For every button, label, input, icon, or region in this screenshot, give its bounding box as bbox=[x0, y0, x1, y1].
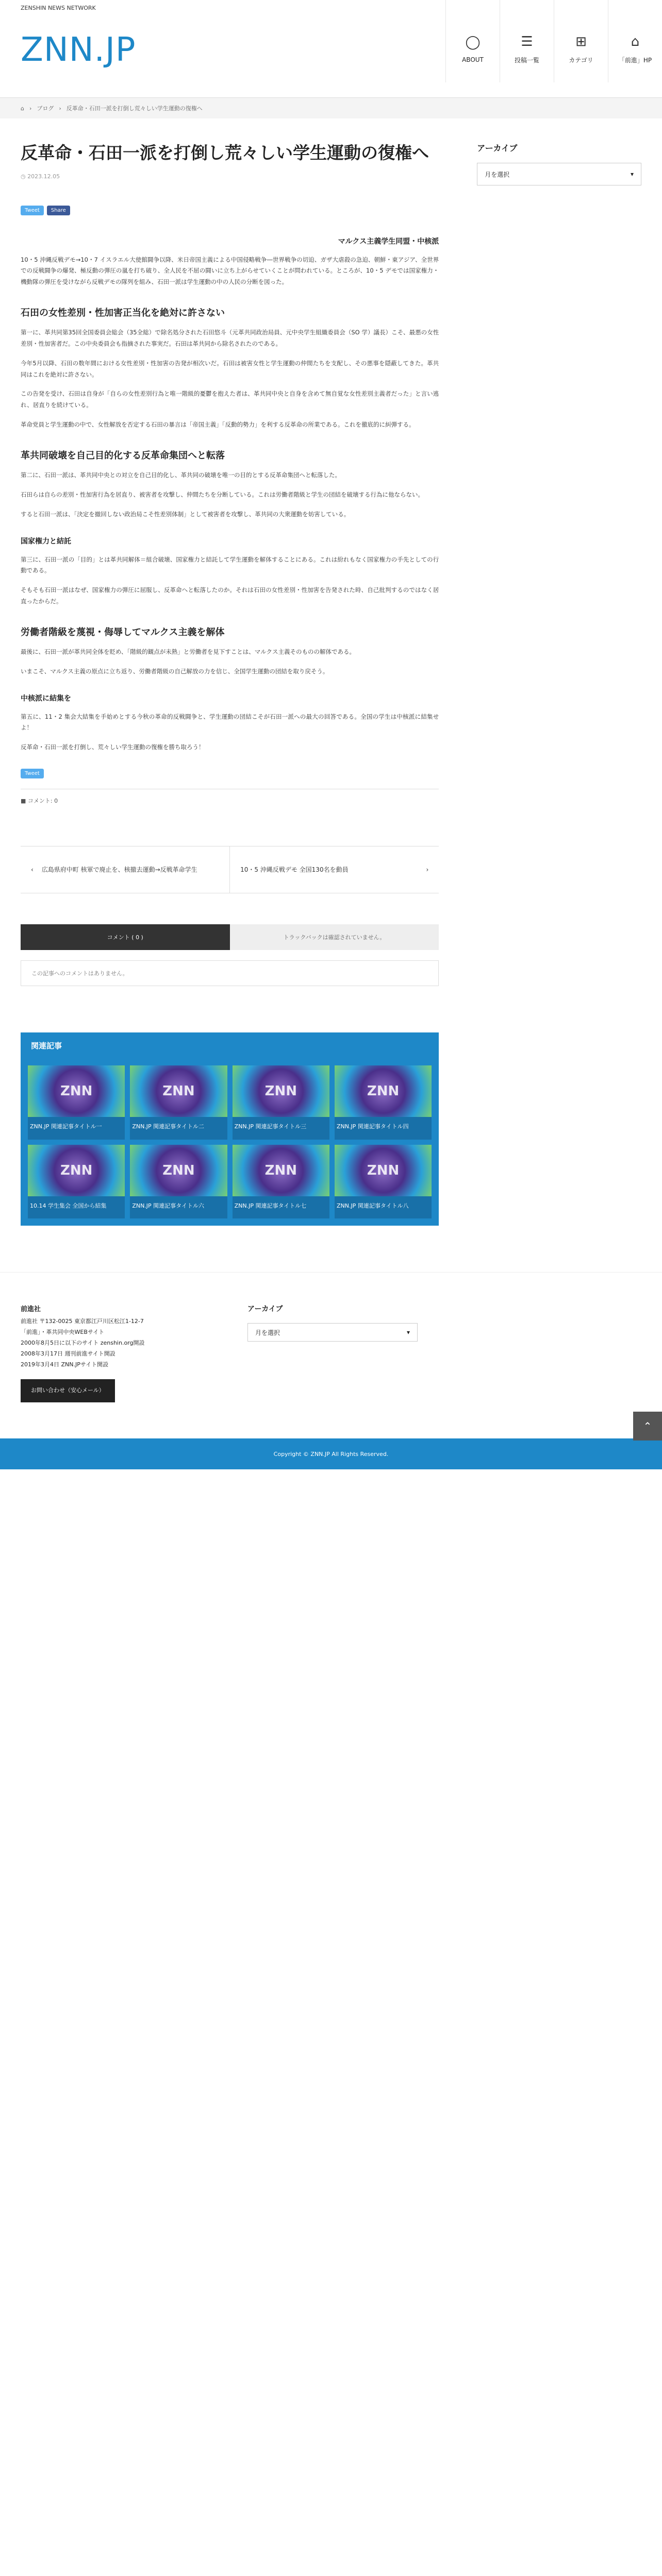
section-heading: 石田の女性差別・性加害正当化を絶対に許さない bbox=[21, 308, 225, 319]
network-label: ZENSHIN NEWS NETWORK bbox=[21, 4, 96, 11]
prev-post-link[interactable] bbox=[21, 846, 229, 893]
list-icon: ☰ bbox=[521, 33, 533, 49]
paragraph: 10・5 沖縄反戦デモ→10・7 イスラエル大使館闘争以降、米日帝国主義による中国侵略戦争―世界戦争の切迫、ガザ大虐殺の急迫、朝鮮・東アジア、全世界での反戦闘争の爆発、極反動の弾圧の嵐を打ち破り、全人民を不屈の闘いに立ち上がらせていくことが問われている。ところが、10・5 デモでは国家権力・機動隊の弾圧を受けながら反戦デモの隊列を組み、石田一派は学生運動の中の人民の分断を図った。 bbox=[21, 256, 439, 286]
thumbnail-image: ZNN bbox=[28, 1065, 125, 1117]
nav-zenshin-hp[interactable] bbox=[608, 0, 662, 82]
related-grid bbox=[21, 1058, 439, 1226]
thumbnail-image: ZNN bbox=[335, 1065, 432, 1117]
paragraph: 今年5月以降、石田の数年間における女性差別・性加害の告発が相次いだ。石田は被害女性と学生運動の仲間たちを支配し、その悪事を隠蔽してきた。革共同はこれを絶対に許さない。 bbox=[21, 359, 439, 378]
tab-trackbacks[interactable]: トラックバックは確認されていません。 bbox=[230, 924, 439, 950]
breadcrumb bbox=[0, 98, 662, 118]
chevron-down-icon: ▾ bbox=[406, 1329, 410, 1336]
nav-label: ABOUT bbox=[462, 56, 484, 63]
post-navigation bbox=[21, 846, 439, 893]
paragraph: 革命党員と学生運動の中で、女性解放を否定する石田の暴言は「帝国主義」「反動的勢力」を利する反革命の所業である。これを徹底的に糾弾する。 bbox=[21, 421, 415, 429]
section-heading: 労働者階級を蔑視・侮辱してマルクス主義を解体 bbox=[21, 626, 225, 638]
footer-title: 前進社 bbox=[21, 1306, 41, 1314]
nav-label: 「前進」HP bbox=[618, 56, 652, 64]
paragraph: 反革命・石田一派を打倒し、荒々しい学生運動の復権を勝ち取ろう！ bbox=[21, 743, 205, 751]
copyright-bar: Copyright © ZNN.JP All Rights Reserved. bbox=[0, 1438, 662, 1469]
post-title: 反革命・石田一派を打倒し荒々しい学生運動の復権へ bbox=[21, 143, 429, 163]
footer-line: 前進社 〒132-0025 東京都江戸川区松江1-12-7 bbox=[21, 1317, 144, 1325]
chat-icon: ◯ bbox=[465, 35, 481, 50]
paragraph: いまこそ、マルクス主義の原点に立ち返り、労働者階級の自己解放の力を信じ、全国学生運動の団結を取り戻そう。 bbox=[21, 667, 329, 675]
content-wrapper bbox=[0, 142, 662, 1226]
section-heading: 革共同破壊を自己目的化する反革命集団へと転落 bbox=[21, 450, 225, 461]
related-card[interactable] bbox=[28, 1145, 125, 1219]
article-body bbox=[21, 255, 439, 754]
paragraph: 最後に、石田一派が革共同全体を貶め、「階級的観点が未熟」と労働者を見下すことは、マルクス主義そのものの解体である。 bbox=[21, 648, 355, 655]
home-icon: ⌂ bbox=[631, 33, 640, 49]
archive-select-value: 月を選択 bbox=[485, 171, 510, 178]
chevron-down-icon: ▾ bbox=[630, 171, 634, 178]
breadcrumb-current: 反革命・石田一派を打倒し荒々しい学生運動の復権へ bbox=[66, 105, 203, 112]
tab-comments[interactable]: コメント ( 0 ) bbox=[21, 924, 230, 950]
related-title: ZNN.JP 関連記事タイトル四 bbox=[336, 1123, 409, 1130]
archive-select-value: 月を選択 bbox=[255, 1329, 280, 1336]
thumbnail-image: ZNN bbox=[28, 1145, 125, 1196]
paragraph: 第三に、石田一派の「目的」とは革共同解体＝組合破壊、国家権力と結託して学生運動を解体することにある。これは紛れもなく国家権力の手先としての行動である。 bbox=[21, 555, 439, 574]
related-card[interactable] bbox=[233, 1145, 329, 1219]
breadcrumb-sep: › bbox=[29, 105, 32, 112]
nav-category[interactable] bbox=[554, 0, 608, 82]
next-post-title: 10・5 沖縄反戦デモ 全国130名を動員 bbox=[240, 866, 349, 873]
footer-archive-select[interactable] bbox=[247, 1323, 418, 1342]
footer-info bbox=[21, 1303, 237, 1402]
footer-line: 2019年3月4日 ZNN.JPサイト開設 bbox=[21, 1361, 109, 1368]
site-footer bbox=[0, 1272, 662, 1423]
main-nav bbox=[445, 0, 662, 82]
related-title: ZNN.JP 関連記事タイトル三 bbox=[234, 1123, 307, 1130]
nav-label: 投稿一覧 bbox=[514, 56, 539, 64]
site-header bbox=[0, 15, 662, 98]
related-posts bbox=[21, 1032, 439, 1226]
related-title: 10.14 学生集会 全国から結集 bbox=[30, 1202, 107, 1209]
related-title: ZNN.JP 関連記事タイトル七 bbox=[234, 1202, 307, 1209]
related-card[interactable] bbox=[335, 1145, 432, 1219]
archive-select[interactable] bbox=[477, 163, 641, 185]
contact-button[interactable]: お問い合わせ（安心メール） bbox=[21, 1379, 115, 1402]
sidebar bbox=[477, 142, 641, 1226]
chevron-up-icon: ⌃ bbox=[643, 1420, 652, 1432]
tweet-button[interactable]: Tweet bbox=[21, 206, 44, 215]
home-icon[interactable]: ⌂ bbox=[21, 105, 24, 112]
breadcrumb-blog[interactable]: ブログ bbox=[37, 105, 54, 112]
related-title: ZNN.JP 関連記事タイトル二 bbox=[132, 1123, 204, 1130]
related-card[interactable] bbox=[335, 1065, 432, 1140]
paragraph: そもそも石田一派はなぜ、国家権力の弾圧に屈服し、反革命へと転落したのか。それは石田の女性差別・性加害を告発された時、自己批判するのではなく居直ったからだ。 bbox=[21, 586, 439, 605]
paragraph: すると石田一派は、「決定を撤回しない政治局こそ性差別体制」として被害者を攻撃し、革共同の大衆運動を妨害している。 bbox=[21, 510, 350, 518]
footer-line: 2000年8月5日に以下のサイト zenshin.org開設 bbox=[21, 1339, 145, 1346]
related-heading: 関連記事 bbox=[21, 1032, 439, 1058]
chevron-right-icon: › bbox=[426, 866, 429, 873]
subsection-heading: 国家権力と結託 bbox=[21, 537, 71, 546]
nav-label: カテゴリ bbox=[569, 56, 593, 64]
footer-archive-heading: アーカイブ bbox=[247, 1305, 283, 1314]
comment-tabs bbox=[21, 924, 439, 950]
comment-count: ■ コメント: 0 bbox=[21, 789, 439, 805]
paragraph: 第二に、石田一派は、革共同中央との対立を自己目的化し、革共同の破壊を唯一の目的とする反革命集団へと転落した。 bbox=[21, 471, 341, 479]
tweet-button[interactable]: Tweet bbox=[21, 769, 44, 778]
related-title: ZNN.JP 関連記事タイトル六 bbox=[132, 1202, 204, 1209]
author-org: マルクス主義学生同盟・中核派 bbox=[338, 237, 439, 246]
paragraph: 第五に、11・2 集会大結集を手始めとする今秋の革命的反戦闘争と、学生運動の団結こそが石田一派への最大の回答である。全国の学生は中核派に結集せよ！ bbox=[21, 713, 439, 732]
grid-icon: ⊞ bbox=[575, 33, 587, 49]
post-date: ◷ 2023.12.05 bbox=[21, 173, 60, 180]
footer-line: 2008年3月17日 週刊前進サイト開設 bbox=[21, 1350, 115, 1357]
related-title: ZNN.JP 関連記事タイトル一 bbox=[30, 1123, 102, 1130]
back-to-top-button[interactable] bbox=[633, 1412, 662, 1440]
paragraph: この告発を受け、石田は自身が「自らの女性差別行為と唯一階級的憂鬱を抱えた者は、革共同中央と自身を含めて無自覚な女性差別主義者だった」と言い逃れ、居直りを続けている。 bbox=[21, 390, 439, 409]
chevron-left-icon: ‹ bbox=[31, 866, 34, 873]
thumbnail-image: ZNN bbox=[130, 1065, 227, 1117]
related-card[interactable] bbox=[130, 1065, 227, 1140]
thumbnail-image: ZNN bbox=[130, 1145, 227, 1196]
related-title: ZNN.JP 関連記事タイトル八 bbox=[336, 1202, 409, 1209]
related-card[interactable] bbox=[130, 1145, 227, 1219]
thumbnail-image: ZNN bbox=[233, 1065, 329, 1117]
main-column bbox=[21, 142, 439, 1226]
archive-heading: アーカイブ bbox=[477, 143, 518, 153]
site-logo[interactable]: ZNN.JP bbox=[21, 31, 136, 69]
nav-about[interactable] bbox=[445, 0, 500, 82]
footer-line: 「前進」・革共同中央WEBサイト bbox=[21, 1328, 105, 1335]
no-comments-box: この記事へのコメントはありません。 bbox=[21, 960, 439, 986]
thumbnail-image: ZNN bbox=[335, 1145, 432, 1196]
subsection-heading: 中核派に結集を bbox=[21, 694, 71, 703]
facebook-share-button[interactable]: Share bbox=[47, 206, 70, 215]
thumbnail-image: ZNN bbox=[233, 1145, 329, 1196]
paragraph: 第一に、革共同第35回全国委員会総会（35全総）で除名処分された石田悠斗（元革共同政治局員、元中央学生組織委員会（SO 学）議長）こそ、最悪の女性差別・性加害者だ。この中央委員会も指摘された事実だ。石田は革共同から除名されたのである。 bbox=[21, 329, 439, 347]
breadcrumb-sep: › bbox=[59, 105, 61, 112]
prev-post-title: 広島県府中町 核軍で廃止を、核撤去運動→反戦革命学生 bbox=[41, 866, 197, 873]
related-card[interactable] bbox=[233, 1065, 329, 1140]
next-post-link[interactable] bbox=[229, 846, 439, 893]
footer-archive bbox=[247, 1303, 418, 1402]
related-card[interactable] bbox=[28, 1065, 125, 1140]
share-buttons bbox=[21, 206, 439, 215]
nav-posts[interactable] bbox=[500, 0, 554, 82]
paragraph: 石田らは自らの差別・性加害行為を居直り、被害者を攻撃し、仲間たちを分断している。これは労働者階級と学生の団結を破壊する行為に他ならない。 bbox=[21, 490, 424, 498]
